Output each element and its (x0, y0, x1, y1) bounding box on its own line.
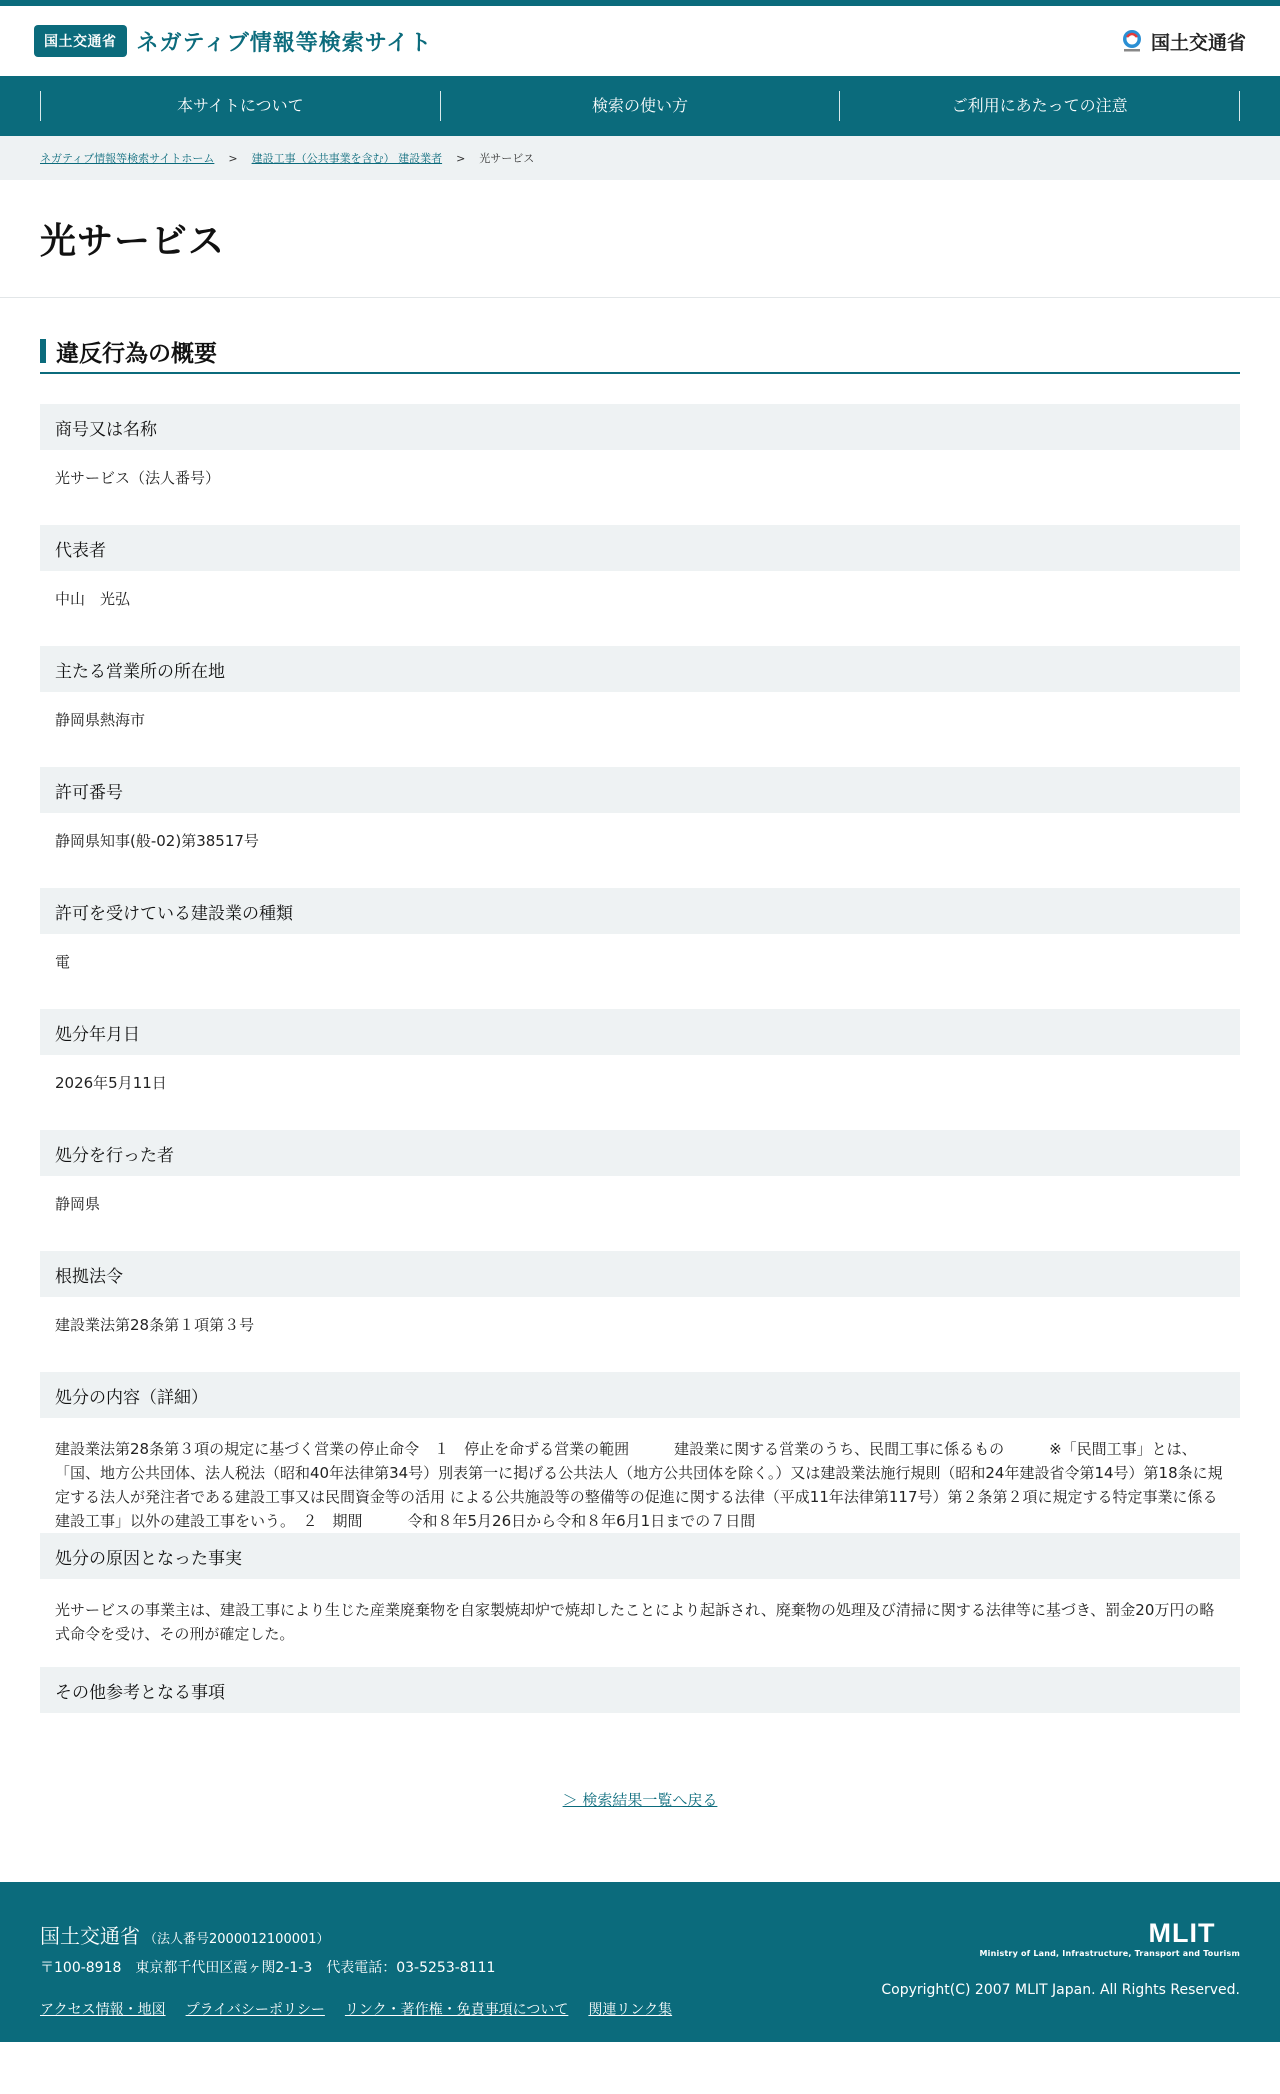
section-heading (40, 336, 1240, 374)
mlit-wordmark-logo (1124, 1920, 1240, 1946)
field-value-disposing-authority: 静岡県 (55, 1195, 101, 1213)
back-link-area (40, 1713, 1240, 1882)
site-title: ネガティブ情報等検索サイト (136, 30, 433, 56)
nav-usage-notes[interactable]: ご利用にあたっての注意 (839, 91, 1240, 121)
footer-copyright: Copyright(C) 2007 MLIT Japan. All Rights Reserved. (881, 1982, 1240, 1998)
field-label-cause-facts: 処分の原因となった事実 (40, 1533, 1240, 1579)
footer-brand (881, 1920, 1240, 2042)
section-title: 違反行為の概要 (56, 340, 217, 367)
field-label-other-notes: その他参考となる事項 (40, 1667, 1240, 1713)
mlit-wordmark-text: MLIT (1148, 1920, 1216, 1946)
field-value-legal-basis: 建設業法第28条第１項第３号 (55, 1316, 255, 1334)
footer-link-copyright-disclaimer[interactable]: リンク・著作権・免責事項について (344, 2002, 569, 2018)
field-label-disposition-details: 処分の内容（詳細） (40, 1372, 1240, 1418)
section-heading-accent (40, 339, 46, 363)
site-header (0, 6, 1280, 76)
field-value-license-types: 電 (55, 953, 71, 971)
footer-org-name: 国土交通省 (40, 1924, 140, 1948)
field-label-disposing-authority: 処分を行った者 (40, 1130, 1240, 1176)
field-label-legal-basis: 根拠法令 (40, 1251, 1240, 1297)
footer-org (40, 1920, 672, 1949)
footer-links (40, 1999, 672, 2019)
site-footer (0, 1882, 1280, 2042)
footer-link-related-links[interactable]: 関連リンク集 (588, 2002, 673, 2018)
footer-link-privacy-policy[interactable]: プライバシーポリシー (185, 2002, 325, 2018)
breadcrumb-current: 光サービス (479, 152, 535, 165)
mlit-english-name: Ministry of Land, Infrastructure, Transport and Tourism (979, 1949, 1240, 1958)
breadcrumb (0, 136, 1280, 180)
field-value-license-number: 静岡県知事(般-02)第38517号 (55, 832, 259, 850)
site-brand-link[interactable] (34, 25, 432, 57)
field-label-disposition-date: 処分年月日 (40, 1009, 1240, 1055)
back-to-results-link[interactable]: ＞ 検索結果一覧へ戻る (562, 1791, 718, 1809)
nav-about[interactable]: 本サイトについて (40, 91, 440, 121)
main-content (0, 298, 1280, 1882)
field-value-cause-facts: 光サービスの事業主は、建設工事により生じた産業廃棄物を自家製焼却炉で焼却したことにより起訴され、廃棄物の処理及び清掃に関する法律等に基づき、罰金20万円の略式命令を受け、その刑が確定した。 (55, 1601, 1215, 1643)
nav-how-to-search[interactable]: 検索の使い方 (440, 91, 840, 121)
footer-link-access-map[interactable]: アクセス情報・地図 (40, 2002, 166, 2018)
breadcrumb-category[interactable]: 建設工事（公共事業を含む） 建設業者 (251, 152, 443, 165)
footer-address: 〒100-8918 東京都千代田区霞ヶ関2-1-3 代表電話：03-5253-8111 (40, 1960, 496, 1976)
field-value-company-name: 光サービス（法人番号） (55, 469, 221, 487)
field-label-license-number: 許可番号 (40, 767, 1240, 813)
page-title-area (0, 180, 1280, 298)
field-label-representative: 代表者 (40, 525, 1240, 571)
field-label-license-types: 許可を受けている建設業の種類 (40, 888, 1240, 934)
field-value-representative: 中山 光弘 (55, 590, 131, 608)
violation-details-list (40, 404, 1240, 1713)
mlit-logo-text: 国土交通省 (1150, 31, 1246, 54)
page-title: 光サービス (40, 221, 226, 262)
mlit-emblem-icon (1119, 28, 1145, 54)
field-value-disposition-details: 建設業法第28条第３項の規定に基づく営業の停止命令 １ 停止を命ずる営業の範囲 建設業に関する営業のうち、民間工事に係るもの ※「民間工事」とは、「国、地方公共団体、法人税法（昭和40年法律第34号）別表第一に掲げる公共法人（地方公共団体を除く。）又は建設業法施行規則（昭和24年建設省令第14号）第18条に規定する法人が発注者である建設工事又は民間資金等の活用 による公共施設等の整備等の促進に関する法律（平成11年法律第117号）第２条第２項に規定する特定事業に係る建設工事」以外の建設工事をいう。 ２ 期間 令和８年5月26日から令和８年6月1日までの７日間 (55, 1440, 1223, 1530)
field-value-disposition-date: 2026年5月11日 (55, 1074, 167, 1092)
footer-info (40, 1920, 672, 2042)
field-value-office-location: 静岡県熱海市 (55, 711, 146, 729)
ministry-badge: 国土交通省 (34, 25, 127, 57)
footer-corp-number: （法人番号2000012100001） (144, 1932, 330, 1947)
breadcrumb-separator: > (456, 151, 466, 165)
field-label-company-name: 商号又は名称 (40, 404, 1240, 450)
breadcrumb-home[interactable]: ネガティブ情報等検索サイトホーム (40, 152, 215, 165)
breadcrumb-separator: > (228, 151, 238, 165)
mlit-logo-link[interactable] (1119, 28, 1246, 55)
field-label-office-location: 主たる営業所の所在地 (40, 646, 1240, 692)
main-nav (0, 76, 1280, 136)
